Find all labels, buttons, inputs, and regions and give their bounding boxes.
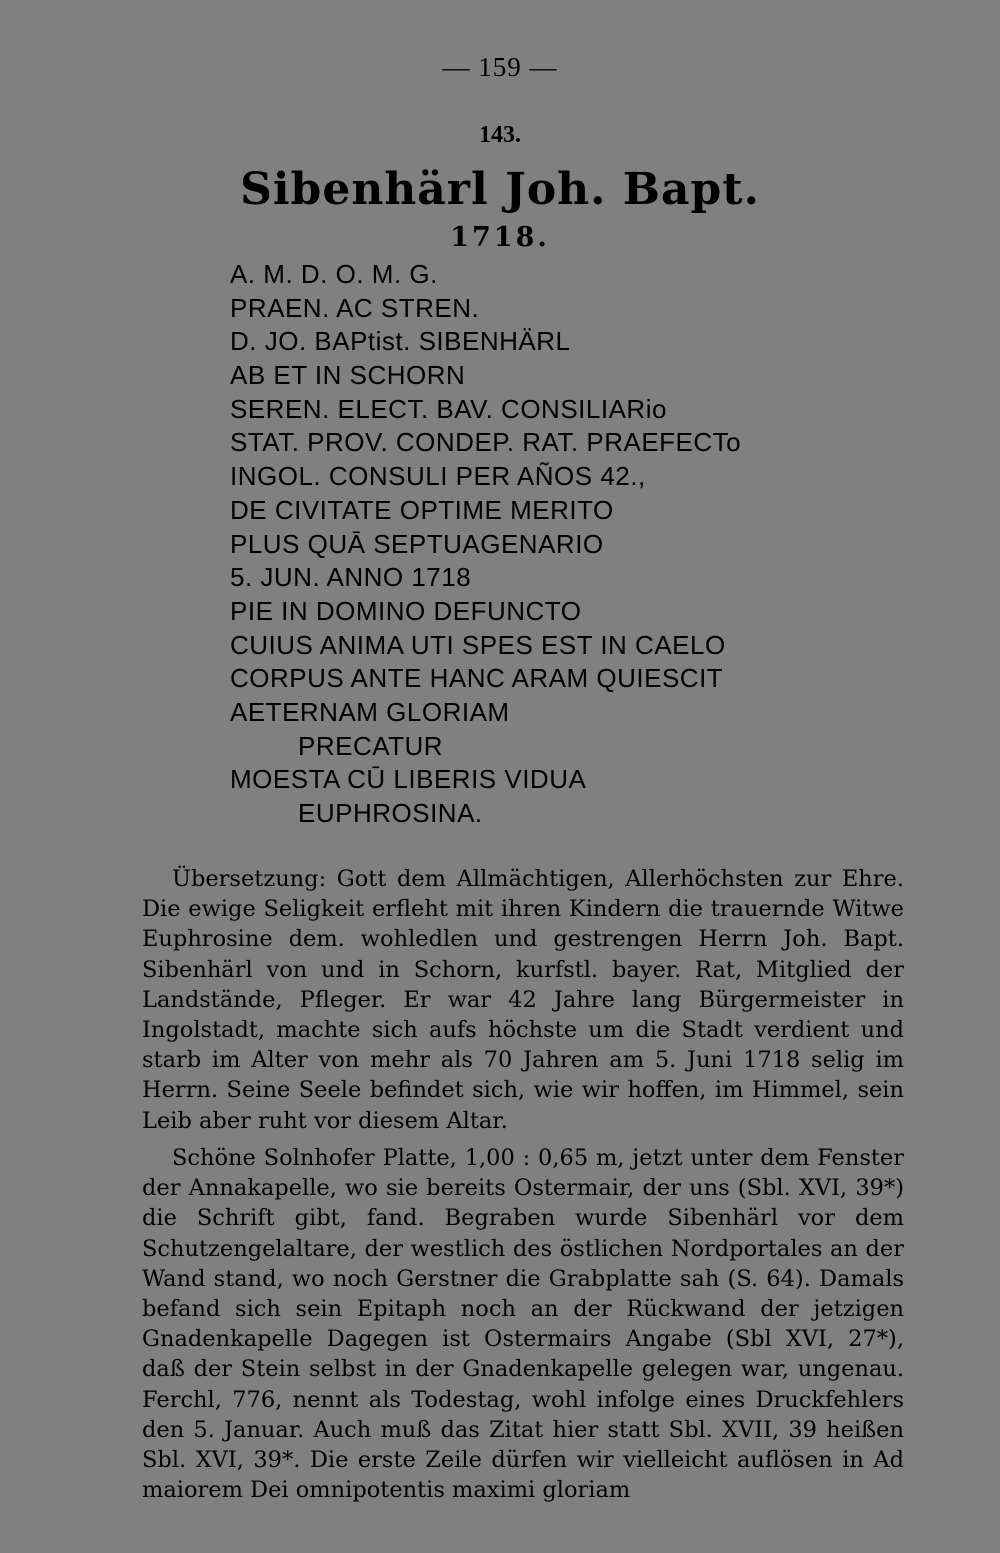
- inscription-line: PIE IN DOMINO DEFUNCTO: [230, 595, 582, 626]
- inscription-line: EUPHROSINA.: [298, 798, 483, 828]
- inscription-line: SEREN. ELECT. BAV. CONSILIARio: [230, 393, 667, 424]
- inscription-line: A. M. D. O. M. G.: [230, 259, 438, 289]
- page-number: — 159 —: [442, 52, 558, 82]
- inscription-line: MOESTA CŪ LIBERIS VIDUA: [230, 764, 587, 795]
- inscription-text: [230, 258, 790, 831]
- inscription-line: AB ET IN SCHORN: [230, 360, 466, 391]
- entry-number: 143.: [479, 122, 521, 148]
- translation-paragraph: Übersetzung: Gott dem Allmächtigen, Allerhöchsten zur Ehre. Die ewige Seligkeit erfleht mit ihren Kindern die trauernde Witwe Euphrosine dem. wohledlen und gestrengen Herrn Joh. Bapt. Sibenhärl von und in Schorn, kurfstl. bayer. Rat, Mitglied der Landstände, Pfleger. Er war 42 Jahre lang Bürgermeister in Ingolstadt, machte sich aufs höchste um die Stadt verdient und starb im Alter von mehr als 70 Jahren am 5. Juni 1718 selig im Herrn. Seine Seele befindet sich, wie wir hoffen, im Himmel, sein Leib aber ruht vor diesem Altar.: [142, 866, 904, 1134]
- entry-title: Sibenhärl Joh. Bapt.: [240, 164, 760, 215]
- inscription-line: D. JO. BAPtist. SIBENHÄRL: [230, 326, 571, 357]
- commentary-paragraph: Schöne Solnhofer Platte, 1,00 : 0,65 m, jetzt unter dem Fenster der Annakapelle, wo sie bereits Ostermair, der uns (Sbl. XVI, 39*) die Schrift gibt, fand. Begraben wurde Sibenhärl vor dem Schutzengelaltare, der westlich des östlichen Nordportales an der Wand stand, wo noch Gerstner die Grabplatte sah (S. 64). Damals befand sich sein Epitaph noch an der Rückwand der jetzigen Gnadenkapelle Dagegen ist Ostermairs Angabe (Sbl XVI, 27*), daß der Stein selbst in der Gnadenkapelle gelegen war, ungenau. Ferchl, 776, nennt als Todestag, wohl infolge eines Druckfehlers den 5. Januar. Auch muß das Zitat hier statt Sbl. XVII, 39 heißen Sbl. XVI, 39*. Die erste Zeile dürfen wir vielleicht auflösen in Ad maiorem Dei omnipotentis maximi gloriam: [142, 1145, 904, 1504]
- inscription-line: PLUS QUĀ SEPTUAGENARIO: [230, 528, 604, 559]
- entry-year: 1718.: [450, 222, 550, 253]
- inscription-line: DE CIVITATE OPTIME MERITO: [230, 494, 614, 525]
- inscription-line: INGOL. CONSULI PER AÑOS 42.,: [230, 461, 646, 492]
- inscription-line: PRAEN. AC STREN.: [230, 292, 480, 323]
- inscription-line: 5. JUN. ANNO 1718: [230, 562, 472, 593]
- inscription-line: STAT. PROV. CONDEP. RAT. PRAEFECTo: [230, 427, 742, 458]
- inscription-line: CUIUS ANIMA UTI SPES EST IN CAELO: [230, 629, 726, 660]
- inscription-line: AETERNAM GLORIAM: [230, 696, 510, 727]
- inscription-line: PRECATUR: [298, 730, 444, 761]
- inscription-line: CORPUS ANTE HANC ARAM QUIESCIT: [230, 663, 724, 694]
